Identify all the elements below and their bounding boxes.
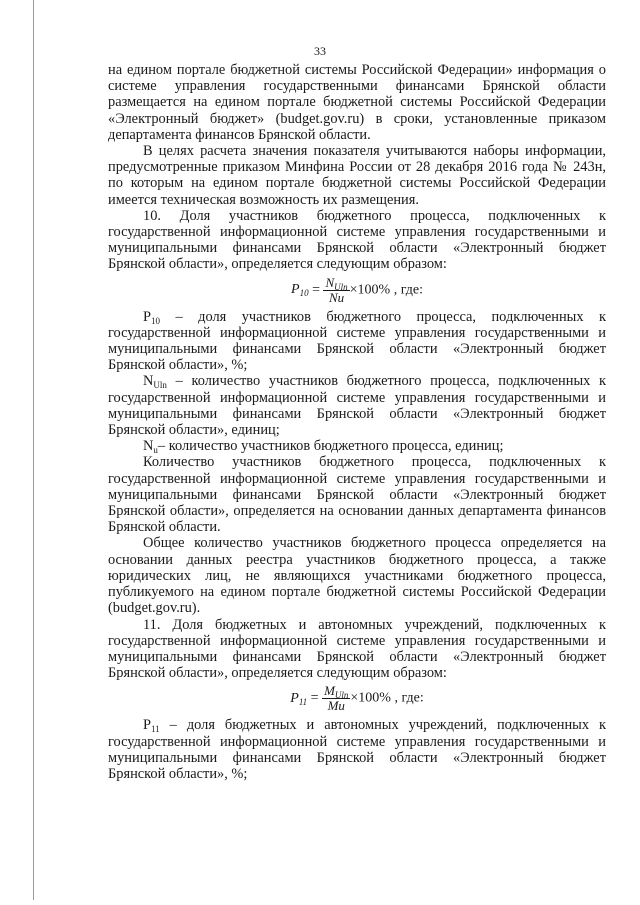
paragraph: Количество участников бюджетного процесса, подключенных к государственной информационной системе управления государственными и муниципальными финансами Брянской области «Электронный бюджет Брянской области», определяется на основании данных департамента финансов Брянской области. — [108, 454, 606, 536]
definition-nuln: $N_{Uln}$ – количество участников бюджетного процесса, подключенных к государственной информационной системе управления государственными и муниципальными финансами Брянской области «Электронный бюджет Брянской области», единиц; — [108, 373, 606, 439]
formula-lhs: $P_{10}$ — [291, 282, 309, 299]
formula-p11 — [108, 684, 606, 713]
binding-edge — [30, 0, 38, 905]
formula-fraction: $\frac{M_{Uln}}{Mu}$ — [324, 683, 349, 714]
formula-fraction: $\frac{N_{Uln}}{Nu}$ — [325, 274, 348, 305]
formula-equals: = — [308, 282, 324, 298]
formula-tail: ×100% , где: — [349, 282, 423, 298]
page-number: 33 — [314, 44, 326, 58]
paragraph: 11. Доля бюджетных и автономных учреждений, подключенных к государственной информационной системе управления государственными и муниципальными финансами Брянской области «Электронный бюджет Брянской области», определяется следующим образом: — [108, 616, 606, 682]
formula-tail: ×100% , где: — [350, 691, 424, 707]
formula-lhs: $P_{11}$ — [290, 691, 308, 708]
paragraph: Общее количество участников бюджетного процесса определяется на основании данных реестра участников бюджетного процесса, а также юридических лиц, не являющихся участниками бюджетного процесса, публикуемого на едином портале бюджетной системы Российской Федерации (budget.gov.ru). — [108, 535, 606, 617]
document-body — [108, 62, 606, 782]
formula-p10 — [108, 276, 606, 305]
definition-nu: $N_u-$ количество участников бюджетного процесса, единиц; — [143, 438, 504, 456]
definition-p10: $Р_{10}$ – доля участников бюджетного процесса, подключенных к государственной информационной системе управления государственными и муниципальными финансами Брянской области «Электронный бюджет Брянской области», %; — [108, 308, 606, 374]
paragraph: на едином портале бюджетной системы Российской Федерации» информация о системе управления государственными финансами Брянской области размещается на едином портале бюджетной системы Российской Федерации «Электронный бюджет» (budget.gov.ru) в сроки, установленные приказом департамента финансов Брянской области. — [108, 62, 606, 143]
paragraph: В целях расчета значения показателя учитываются наборы информации, предусмотренные приказом Минфина России от 28 декабря 2016 года № 243н, по которым на едином портале бюджетной системы Российской Федерации имеется техническая возможность их размещения. — [108, 143, 606, 208]
formula-equals: = — [307, 691, 323, 707]
paragraph: 10. Доля участников бюджетного процесса, подключенных к государственной информационной системе управления государственными и муниципальными финансами Брянской области «Электронный бюджет Брянской области», определяется следующим образом: — [108, 207, 606, 273]
definition-p11: $Р_{11}$ – доля бюджетных и автономных учреждений, подключенных к государственной информационной системе управления государственными и муниципальными финансами Брянской области «Электронный бюджет Брянской области», %; — [108, 717, 606, 782]
